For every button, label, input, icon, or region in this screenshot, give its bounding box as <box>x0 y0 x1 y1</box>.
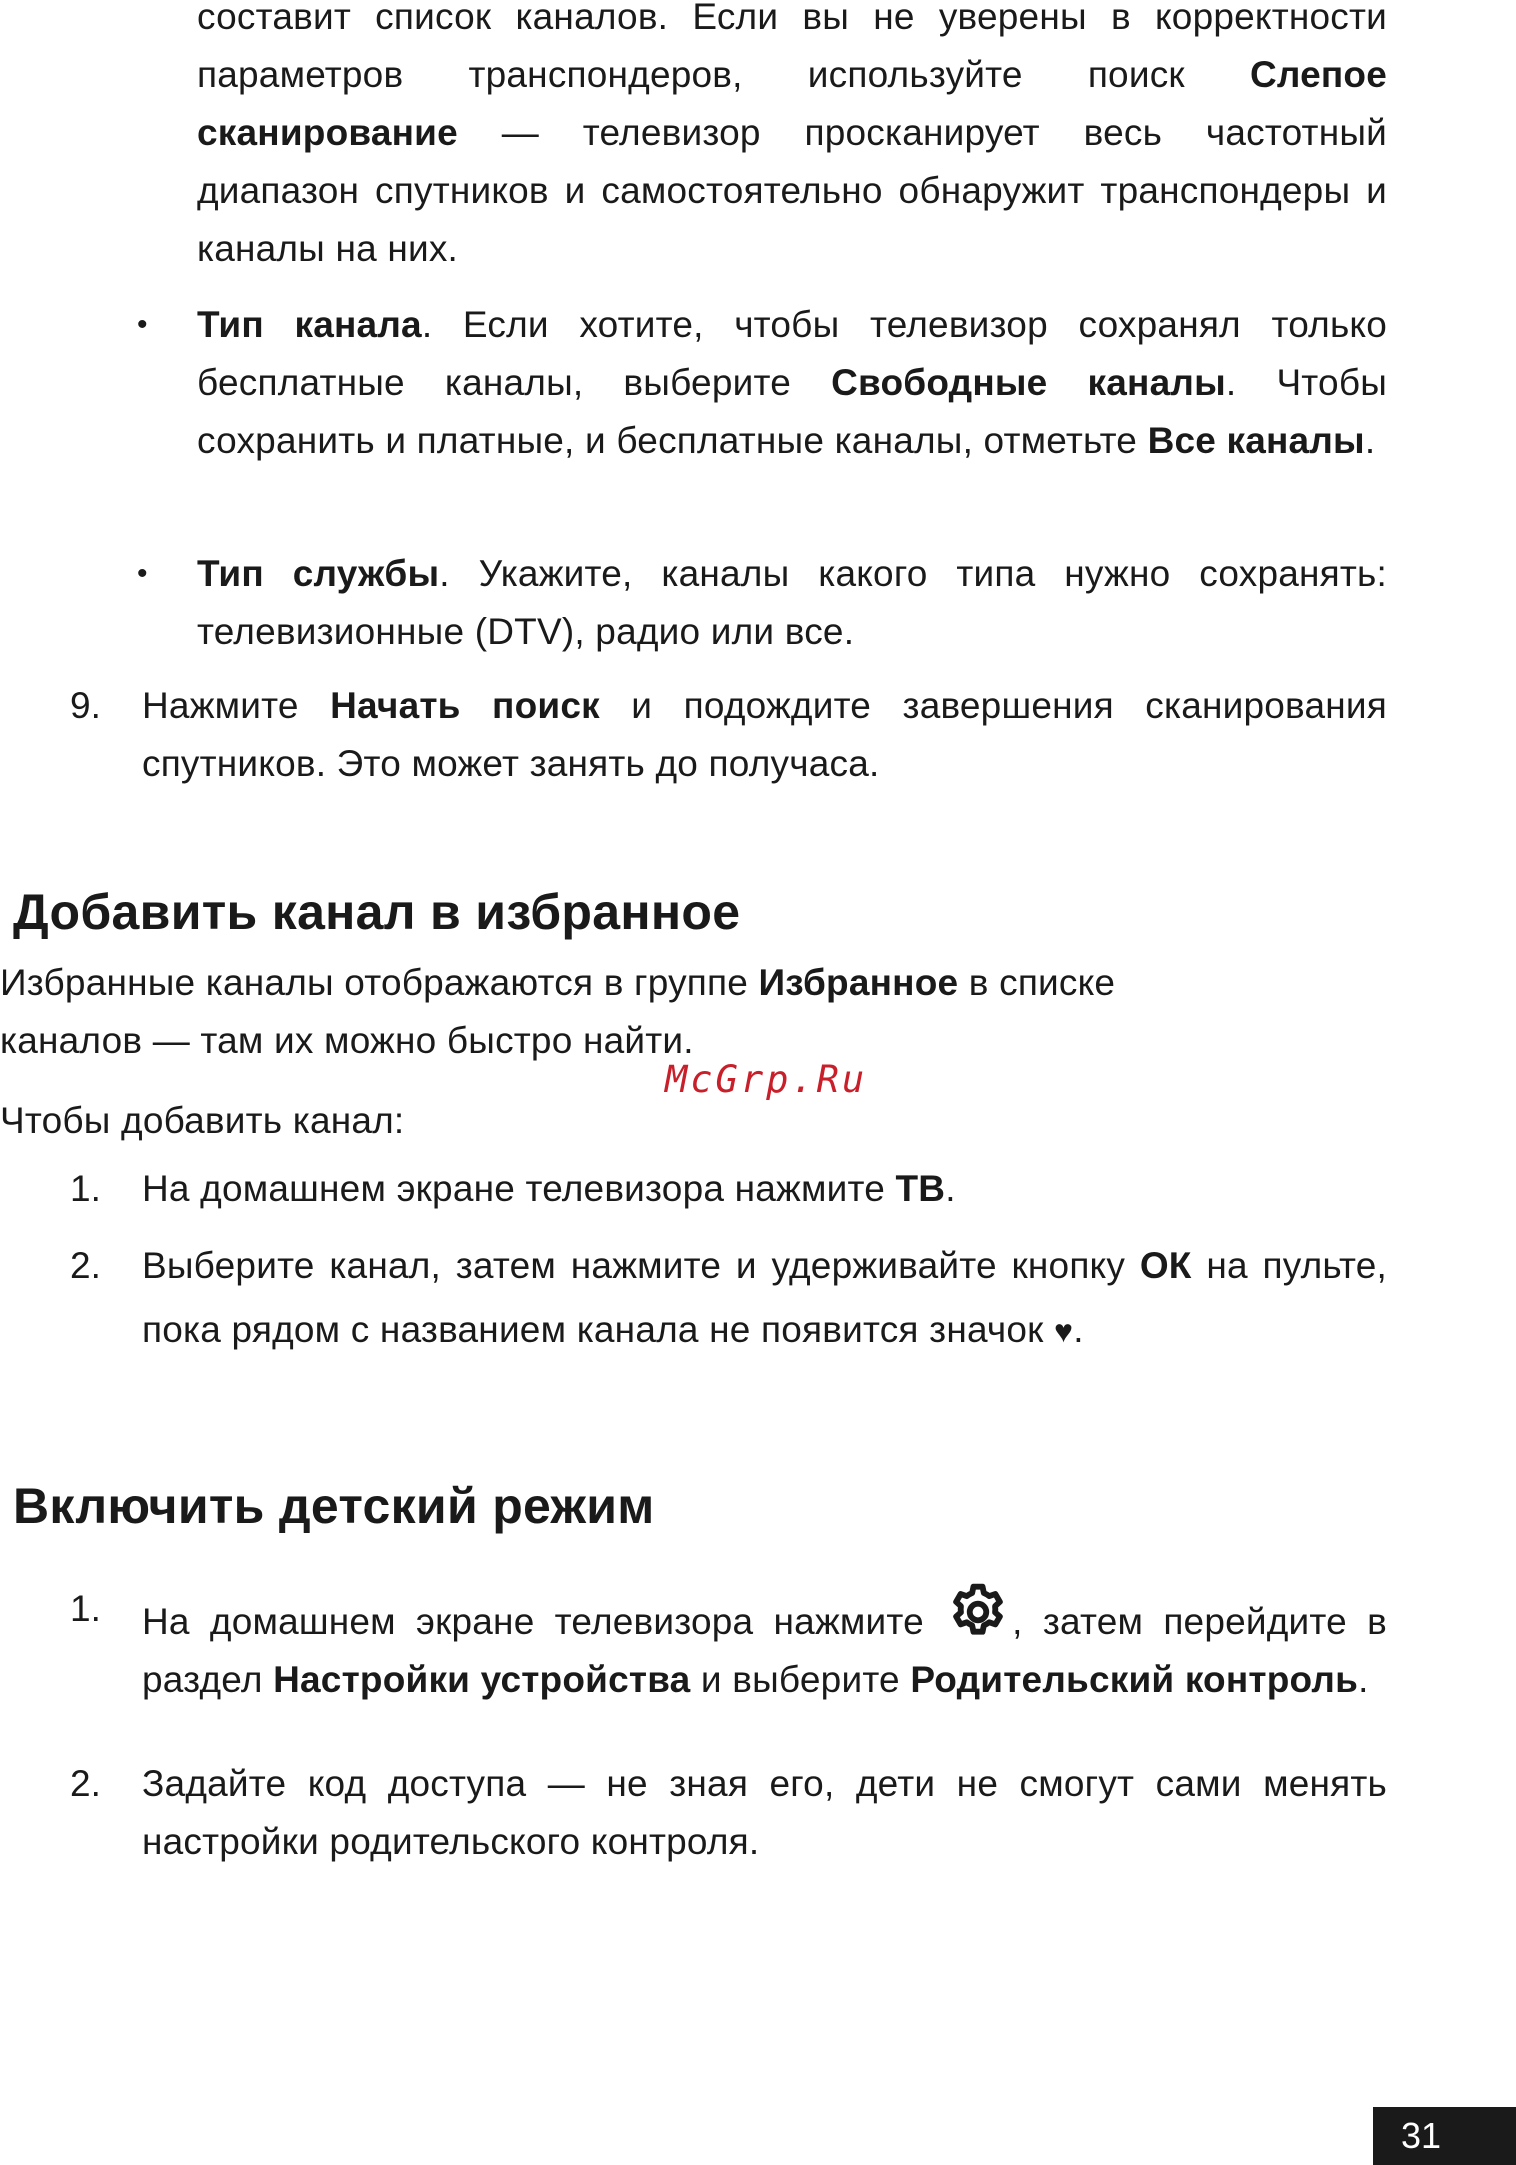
step-text <box>142 1234 1387 1362</box>
parental-control-term: Родительский контроль <box>910 1659 1359 1700</box>
step-text-part: . <box>1358 1659 1369 1700</box>
section-heading-kids-mode: Включить детский режим <box>13 1477 655 1534</box>
intro-text-part: в списке <box>958 962 1116 1003</box>
bullet-text <box>197 296 1387 470</box>
step-number: 2. <box>70 1763 101 1804</box>
bullet-text <box>197 545 1387 661</box>
step-text <box>142 1580 1387 1709</box>
device-settings-term: Настройки устройства <box>273 1659 691 1700</box>
bullet-text-part: . Укажите, каналы какого типа нужно сохранять: телевизионные (DTV), радио или все. <box>197 553 1387 652</box>
gear-icon <box>946 1580 1010 1644</box>
step-text-part: . <box>1073 1309 1084 1350</box>
favorites-step-1 <box>70 1160 1387 1218</box>
ok-term: ОК <box>1139 1245 1192 1286</box>
bullet-marker: • <box>137 308 148 341</box>
step-text <box>142 1160 1387 1218</box>
step-number: 9. <box>70 685 101 726</box>
bullet-text-part: . <box>1364 420 1376 461</box>
heart-icon: ♥ <box>1054 1313 1074 1349</box>
kids-step-1 <box>70 1580 1387 1709</box>
all-channels-term: Все каналы <box>1147 420 1365 461</box>
bullet-service-type <box>137 545 1387 661</box>
intro-text-part: каналов — там их можно быстро найти. <box>0 1020 694 1061</box>
step-number: 1. <box>70 1168 101 1209</box>
bullet-text-part: . Если хотите, чтобы телевизор сохранял только бесплатные каналы, выберите <box>197 304 1387 403</box>
paragraph-text: — телевизор просканирует весь частотный диапазон спутников и самостоятельно обнаружит транспондеры и каналы на них. <box>197 112 1387 269</box>
step-text-part: и выберите <box>690 1659 911 1700</box>
intro-text-part: Избранные каналы отображаются в группе <box>0 962 759 1003</box>
watermark: McGrp.Ru <box>665 1058 868 1101</box>
page-number-box <box>1373 2107 1516 2165</box>
step-number: 2. <box>70 1245 101 1286</box>
step-text-part: , затем перейдите в раздел <box>142 1601 1387 1700</box>
step-text-part: Нажмите <box>142 685 331 726</box>
page-number: 31 <box>1401 2115 1442 2156</box>
favorites-lead: Чтобы добавить канал: <box>0 1100 405 1141</box>
step-text-part: На домашнем экране телевизора нажмите <box>142 1601 945 1642</box>
bullet-channel-type <box>137 296 1388 470</box>
paragraph-text: составит список каналов. Если вы не уверены в корректности параметров транспондеров, используйте поиск <box>197 0 1387 95</box>
favorites-intro <box>0 954 1250 1070</box>
step-text: Задайте код доступа — не зная его, дети не смогут сами менять настройки родительского контроля. <box>142 1763 1387 1862</box>
step-text-part: На домашнем экране телевизора нажмите <box>142 1168 896 1209</box>
bullet-marker: • <box>137 557 148 590</box>
tv-term: ТВ <box>895 1168 946 1209</box>
step-text <box>142 677 1387 793</box>
blind-scan-term: Слепое сканирование <box>197 54 1387 153</box>
step-text-part: . <box>945 1168 956 1209</box>
bullet-text-part: . Чтобы сохранить и платные, и бесплатные каналы, отметьте <box>197 362 1388 461</box>
section-heading-favorites: Добавить канал в избранное <box>13 883 741 940</box>
step-text-part: Выберите канал, затем нажмите и удерживайте кнопку <box>142 1245 1140 1286</box>
step-text-part: и подождите завершения сканирования спутников. Это может занять до получаса. <box>142 685 1387 784</box>
channel-type-term: Тип канала <box>197 304 422 345</box>
step-text-part: на пульте, пока рядом с названием канала не появится значок <box>142 1245 1388 1350</box>
scan-continuation-paragraph <box>197 0 1387 278</box>
free-channels-term: Свободные каналы <box>831 362 1226 403</box>
step-number: 1. <box>70 1588 101 1629</box>
step-9-start-search <box>70 677 1387 793</box>
start-search-term: Начать поиск <box>330 685 600 726</box>
favorites-group-term: Избранное <box>758 962 959 1003</box>
kids-step-2 <box>70 1755 1387 1871</box>
favorites-step-2 <box>70 1234 1388 1362</box>
service-type-term: Тип службы <box>197 553 440 594</box>
